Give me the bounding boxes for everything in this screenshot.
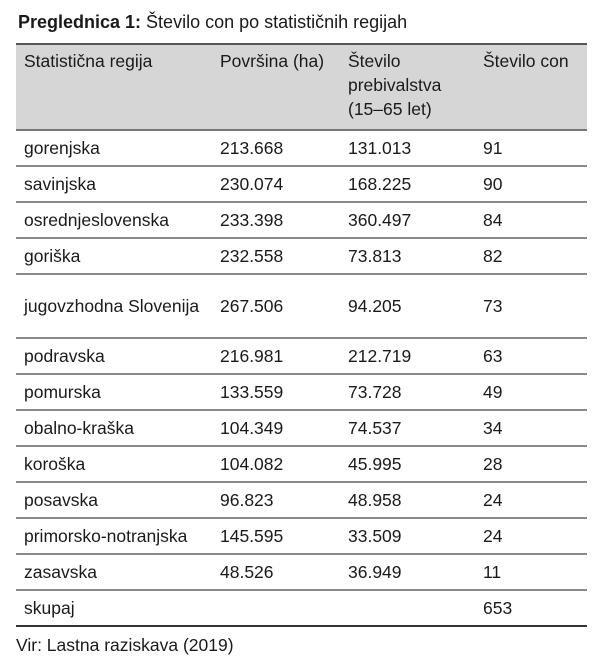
- cell-population: 48.958: [340, 482, 475, 518]
- total-row: [16, 590, 587, 626]
- table-row: [16, 410, 587, 446]
- cell-population: 360.497: [340, 202, 475, 238]
- cell-region: osrednjeslovenska: [16, 202, 212, 238]
- cell-area: 232.558: [212, 238, 340, 274]
- cell-population: 168.225: [340, 166, 475, 202]
- cell-region: jugovzhodna Slovenija: [16, 274, 212, 338]
- cell-region: pomurska: [16, 374, 212, 410]
- cell-count: 84: [475, 202, 587, 238]
- cell-area: [212, 590, 340, 626]
- cell-region: podravska: [16, 338, 212, 374]
- cell-area: 216.981: [212, 338, 340, 374]
- cell-population: 33.509: [340, 518, 475, 554]
- table-row: [16, 446, 587, 482]
- header-region: Statistična regija: [16, 44, 212, 130]
- cell-count: 49: [475, 374, 587, 410]
- cell-population: 73.728: [340, 374, 475, 410]
- table-row: [16, 130, 587, 166]
- cell-count: 34: [475, 410, 587, 446]
- cell-count: 653: [475, 590, 587, 626]
- table-row: [16, 238, 587, 274]
- cell-population: 212.719: [340, 338, 475, 374]
- table-row: [16, 374, 587, 410]
- cell-population: [340, 590, 475, 626]
- header-population: Število prebivalstva (15–65 let): [340, 44, 475, 130]
- cell-count: 82: [475, 238, 587, 274]
- cell-population: 73.813: [340, 238, 475, 274]
- cell-population: 94.205: [340, 274, 475, 338]
- cell-region: primorsko-notranjska: [16, 518, 212, 554]
- table-row: [16, 338, 587, 374]
- cell-count: 90: [475, 166, 587, 202]
- table-row: [16, 518, 587, 554]
- cell-area: 133.559: [212, 374, 340, 410]
- cell-region: obalno-kraška: [16, 410, 212, 446]
- cell-population: 131.013: [340, 130, 475, 166]
- cell-region: savinjska: [16, 166, 212, 202]
- cell-area: 230.074: [212, 166, 340, 202]
- header-row: [16, 44, 587, 130]
- cell-area: 213.668: [212, 130, 340, 166]
- table-row: [16, 166, 587, 202]
- cell-population: 36.949: [340, 554, 475, 590]
- table-row: [16, 554, 587, 590]
- cell-population: 45.995: [340, 446, 475, 482]
- caption-text: Število con po statističnih regijah: [141, 12, 408, 32]
- cell-count: 24: [475, 482, 587, 518]
- table-row: [16, 274, 587, 338]
- cell-population: 74.537: [340, 410, 475, 446]
- cell-area: 96.823: [212, 482, 340, 518]
- source-note: Vir: Lastna raziskava (2019): [16, 635, 234, 655]
- caption-label: Preglednica 1:: [18, 12, 142, 32]
- table-row: [16, 202, 587, 238]
- cell-count: 24: [475, 518, 587, 554]
- header-count: Število con: [475, 44, 587, 130]
- cell-area: 233.398: [212, 202, 340, 238]
- cell-region: koroška: [16, 446, 212, 482]
- cell-count: 91: [475, 130, 587, 166]
- header-area: Površina (ha): [212, 44, 340, 130]
- cell-count: 63: [475, 338, 587, 374]
- table-row: [16, 482, 587, 518]
- cell-area: 104.349: [212, 410, 340, 446]
- data-table: [16, 43, 587, 627]
- cell-area: 48.526: [212, 554, 340, 590]
- cell-area: 267.506: [212, 274, 340, 338]
- cell-region: goriška: [16, 238, 212, 274]
- table-figure: [16, 0, 587, 657]
- cell-count: 73: [475, 274, 587, 338]
- cell-region: skupaj: [16, 590, 212, 626]
- cell-count: 28: [475, 446, 587, 482]
- cell-area: 104.082: [212, 446, 340, 482]
- cell-region: gorenjska: [16, 130, 212, 166]
- cell-region: zasavska: [16, 554, 212, 590]
- cell-area: 145.595: [212, 518, 340, 554]
- cell-count: 11: [475, 554, 587, 590]
- cell-region: posavska: [16, 482, 212, 518]
- table-caption: [18, 10, 587, 34]
